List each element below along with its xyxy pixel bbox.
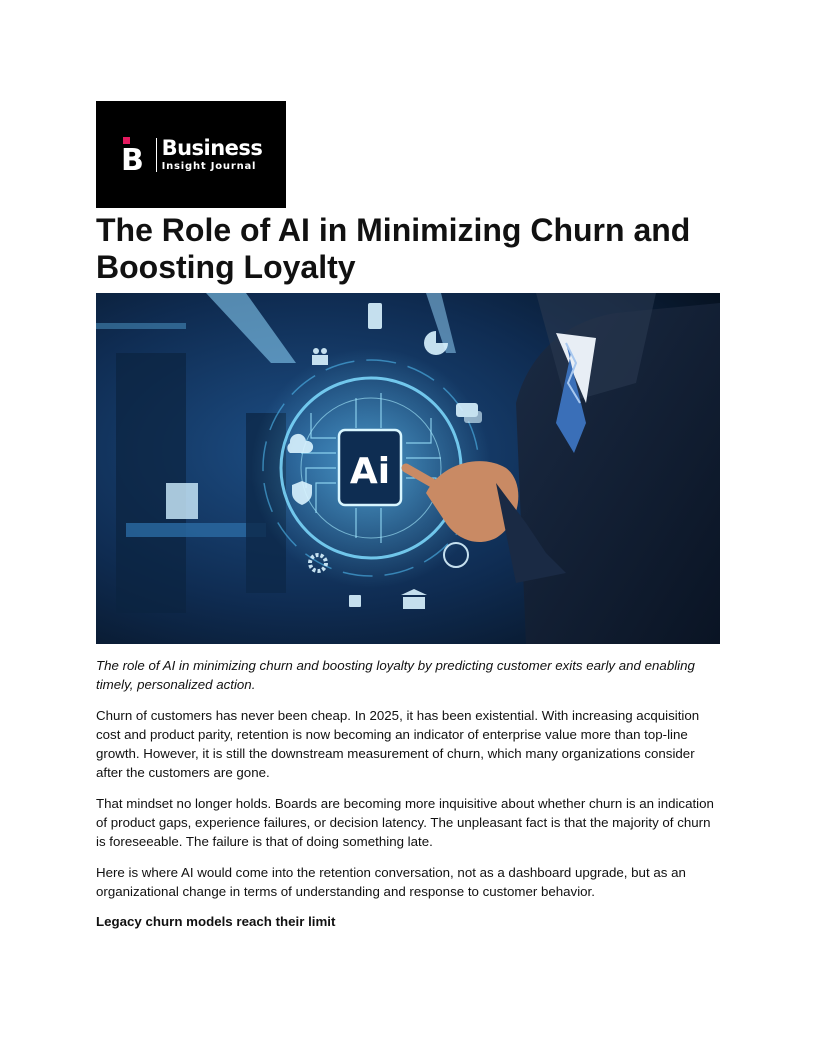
hero-image xyxy=(96,293,720,644)
logo-wordmark: Business xyxy=(161,135,263,160)
paragraph-3: Here is where AI would come into the retention conversation, not as a dashboard upgrade, but as an organizational change in terms of understanding and response to customer behavior. xyxy=(96,865,686,899)
publication-logo[interactable] xyxy=(96,101,286,208)
ai-chip-label: Ai xyxy=(349,451,391,492)
paragraph-1: Churn of customers has never been cheap. In 2025, it has been existential. With increasing acquisition cost and product parity, retention is now becoming an indicator of enterprise value more than top-line growth. However, it is still the downstream measurement of churn, which many organizations consider after the customers are gone. xyxy=(96,708,700,780)
document-icon xyxy=(368,303,382,329)
logo-tagline: Insight Journal xyxy=(161,160,257,172)
logo-mark-letter: B xyxy=(120,142,144,173)
article-title: The Role of AI in Minimizing Churn and Boosting Loyalty xyxy=(96,212,691,285)
paragraph-2: That mindset no longer holds. Boards are becoming more inquisitive about whether churn is an indication of product gaps, experience failures, or decision latency. The unpleasant fact is that the majority of churn is foreseeable. The failure is that of doing something late. xyxy=(96,796,714,849)
logo-mark-icon xyxy=(120,137,150,173)
lock-icon xyxy=(349,595,361,607)
image-caption: The role of AI in minimizing churn and boosting loyalty by predicting customer exits early and enabling timely, personalized action. xyxy=(96,658,695,692)
section-heading: Legacy churn models reach their limit xyxy=(96,914,336,929)
